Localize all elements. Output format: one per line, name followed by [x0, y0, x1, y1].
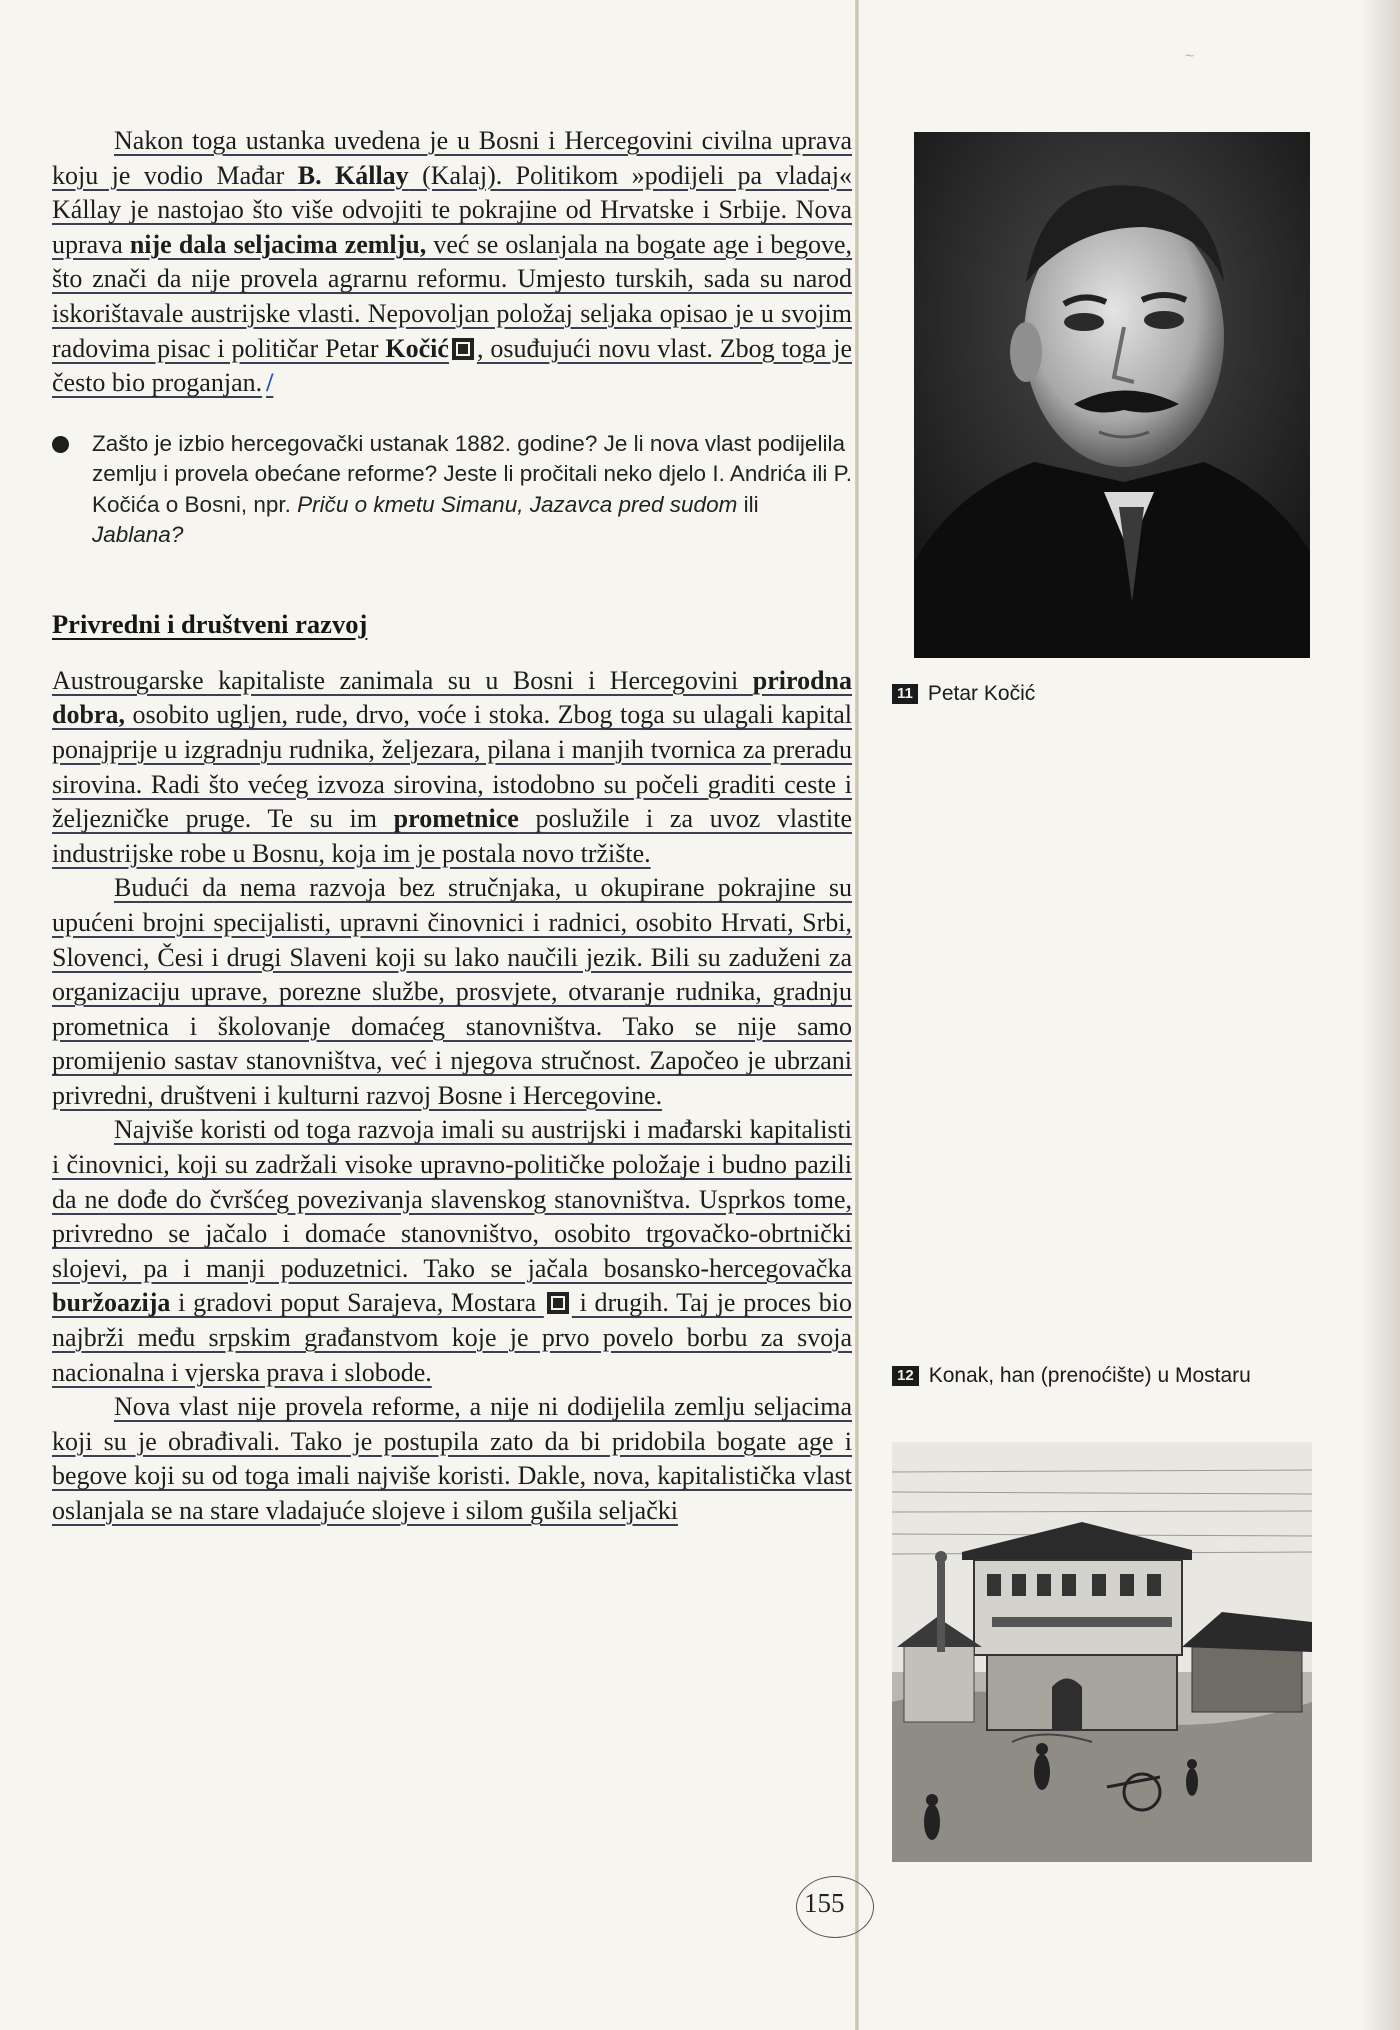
page-number: 155 [804, 1888, 845, 1918]
portrait-photo [914, 132, 1310, 658]
pencil-annotation: / [266, 368, 274, 398]
figure-caption-konak: 12 Konak, han (prenoćište) u Mostaru [892, 1362, 1272, 1390]
section-heading: Privredni i društveni razvoj [52, 608, 368, 639]
paragraph-kallay-administration: Nakon toga ustanka uvedena je u Bosni i Hercegovini civilna uprava koju je vodio Mađar B. Kállay (Kalaj). Politikom »podijeli pa vladaj« Kállay je nastojao što više odvojiti te pokrajine od Hrvatske i Srbije. Nova uprava nije dala seljacima zemlju, već se oslanjala na bogate age i begove, što znači da nije provela agrarnu reformu. Umjesto turskih, sada su narod iskorištavale austrijske vlasti. Nepovoljan položaj seljaka opisao je u svojim radovima pisac i političar Petar Kočić , osuđujući novu vlast. Zbog toga je često bio proganjan. / [52, 126, 853, 398]
figure-reference-icon [547, 1292, 569, 1314]
figure-caption-kocic: 11 Petar Kočić [892, 680, 1035, 708]
paragraph-bourgeoisie: Najviše koristi od toga razvoja imali su austrijski i mađarski kapitalisti i činovnici, koji su zadržali visoke upravno-političke položaje i budno pazili da ne dođe do čvršćeg povezivanja slavenskog stanovništva. Usprkos tome, privredno se jačalo i domaće stanovništvo, osobito trgovačko-obrtnički slojevi, pa i manji poduzetnici. Tako se jačala bosansko-hercegovačka buržoazija i gradovi poput Sarajeva, Mostara i drugih. Taj je proces bio najbrži među srpskim građanstvom koje je prvo povelo borbu za svoja nacionalna i vjerska prava i slobode. [52, 1115, 852, 1387]
paragraph-specialists: Budući da nema razvoja bez stručnjaka, u okupirane pokrajine su upućeni brojni specijalisti, upravni činovnici i radnici, osobito Hrvati, Srbi, Slovenci, Česi i drugi Slaveni koji su lako naučili jezik. Bili su zaduženi za organizaciju uprave, porezne službe, prosvjete, otvaranje rudnika, gradnju prometnica i školovanje domaćeg stanovništva. Tako se nije samo promijenio sastav stanovništva, već i njegova stručnost. Započeo je ubrzani privredni, društveni i kulturni razvoj Bosne i Hercegovine. [52, 873, 852, 1110]
bullet-dot-icon [52, 436, 69, 453]
column-divider [855, 0, 859, 2030]
faint-header-mark: ~ [1185, 48, 1195, 65]
paragraph-no-reforms: Nova vlast nije provela reforme, a nije ni dodijelila zemlju seljacima koji su je obrađivali. Tako je postupila zato da bi pridobila bogate age i begove koji su od toga imali najviše koristi. Dakle, nova, kapitalistička vlast oslanjala se na stare vladajuće slojeve i silom gušila seljački [52, 1392, 852, 1525]
paragraph-economic-interest: Austrougarske kapitaliste zanimala su u Bosni i Hercegovini prirodna dobra, osobito ugljen, rude, drvo, voće i stoka. Zbog toga su ulagali kapital ponajprije u izgradnju rudnika, željezara, pilana i manjih tvornica za preradu sirovina. Radi što većeg izvoza sirovina, istodobno su počeli graditi ceste i željezničke pruge. Te su im prometnice poslužile i za uvoz vlastite industrijske robe u Bosnu, koja im je postala novo tržište. [52, 665, 852, 868]
konak-engraving [892, 1442, 1312, 1862]
figure-number: 11 [892, 684, 918, 704]
main-text-column [52, 124, 852, 1529]
konak-illustration [892, 1442, 1312, 1862]
page-edge-shadow [1360, 0, 1400, 2030]
figure-reference-icon [452, 338, 474, 360]
figure-number: 12 [892, 1366, 919, 1386]
portrait-illustration [914, 132, 1310, 658]
review-question: Zašto je izbio hercegovački ustanak 1882. godine? Je li nova vlast podijelila zemlju i provela obećane reforme? Jeste li pročitali neko djelo I. Andrića ili P. Kočića o Bosni, npr. Priču o kmetu Simanu, Jazavca pred sudom ili Jablana? [52, 429, 852, 551]
